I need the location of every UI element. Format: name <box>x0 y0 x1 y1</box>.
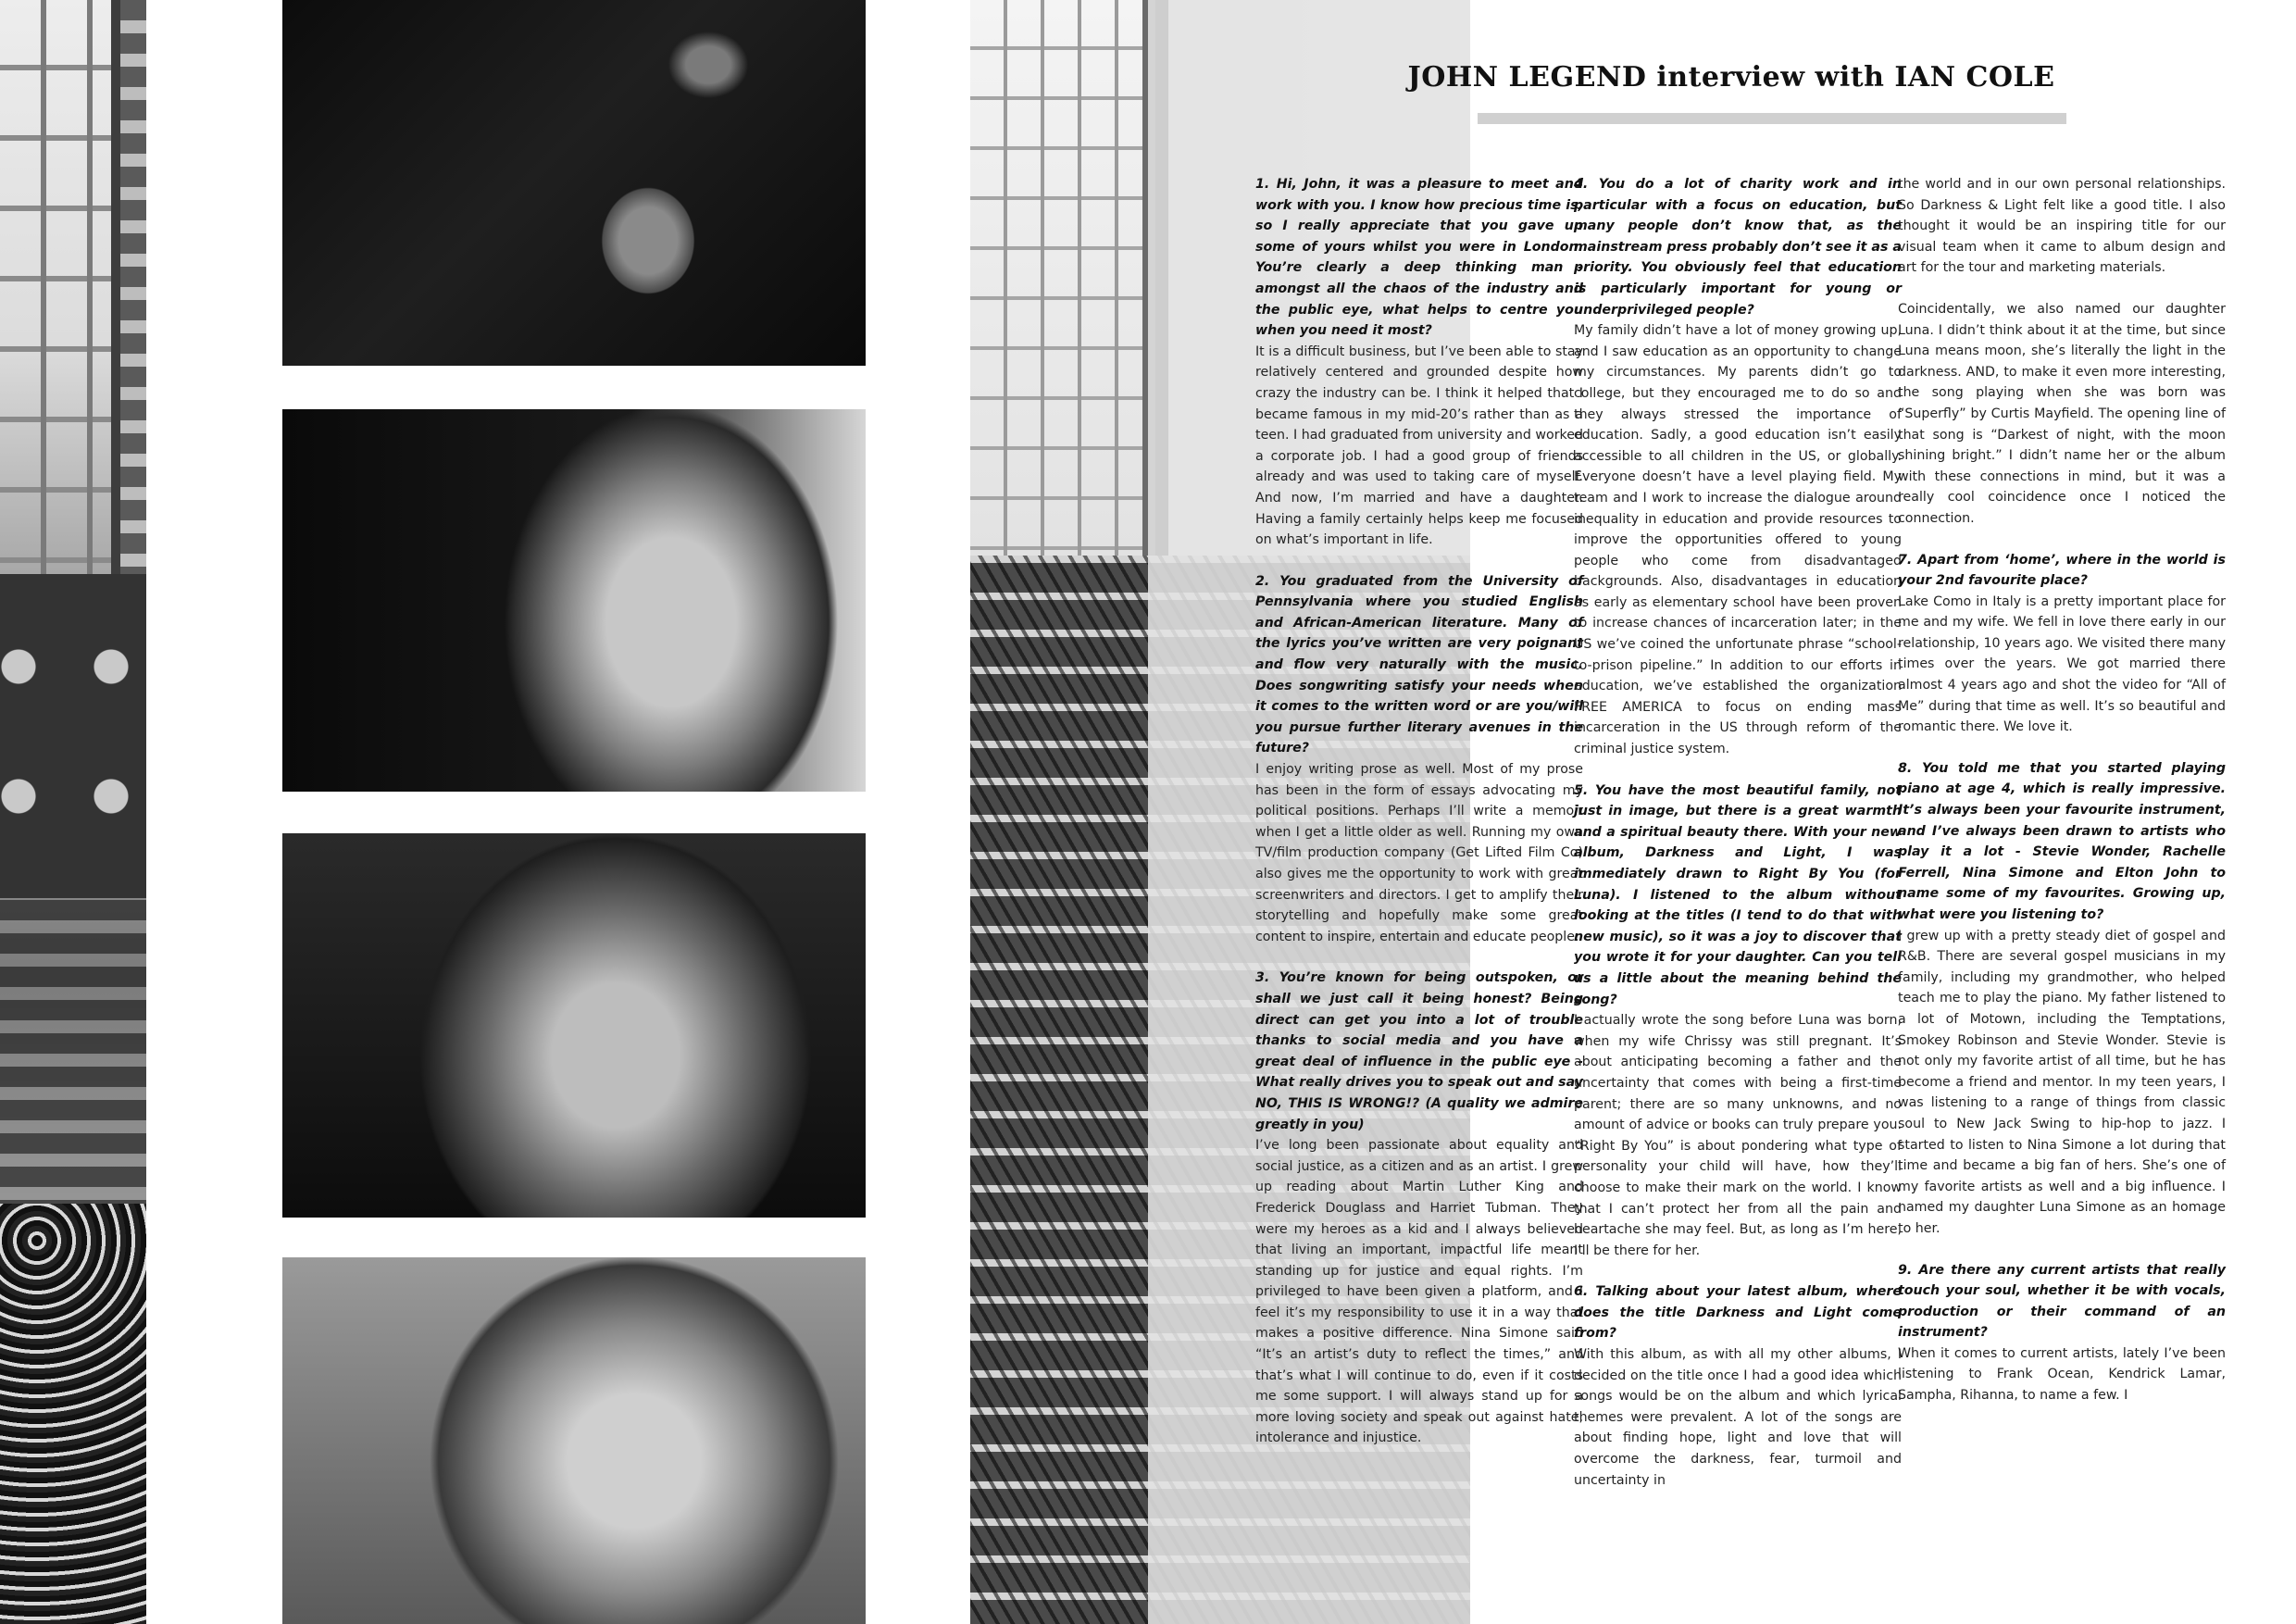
answer-6-continued-2: Coincidentally, we also named our daughter Luna. I didn’t think about it at the time, but since Luna means moon, she’s literally the light in the darkness. AND, to make it even more interesting, the song playing when she was born was “Superfly” by Curtis Mayfield. The opening line of that song is “Darkest of night, with the moon shining bright.” I didn’t name her or the album with these connections in mind, but it was a really cool coincidence once I noticed the connection. <box>1898 301 2226 526</box>
staircase-window <box>970 0 1155 556</box>
answer-4: My family didn’t have a lot of money growing up, and I saw education as an opportunity to change my circumstances. My parents didn’t go to college, but they encouraged me to do so and they always stressed the importance of education. Sadly, a good education isn’t easily accessible to all children in the US, or globally. Everyone doesn’t have a level playing field. My team and I work to increase the dialogue around inequality in education and provide resources to improve the opportunities offered to young people who come from disadvantaged backgrounds. Also, disadvantages in education as early as elementary school have been proven to increase chances of incarceration later; in the US we’ve coined the unfortunate phrase “school-to-prison pipeline.” In addition to our efforts in education, we’ve established the organization FREE AMERICA to focus on ending mass incarceration in the US through reform of the criminal justice system. <box>1574 323 1902 757</box>
answer-6: With this album, as with all my other albums, I decided on the title once I had a good idea which songs would be on the album and which lyrical themes were prevalent. A lot of the songs are about finding hope, light and love that will overcome the darkness, fear, turmoil and uncertainty in <box>1574 1347 1902 1488</box>
answer-5: I actually wrote the song before Luna was born, when my wife Chrissy was still pregnant. It’s about anticipating becoming a father and the uncertainty that comes with being a first-time parent; there are so many unknowns, and no amount of advice or books can truly prepare you. “Right By You” is about pondering what type of personality your child will have, how they’ll choose to make their mark on the world. I know that I can’t protect her from all the pain and heartache she may feel. But, as long as I’m here, I’ll be there for her. <box>1574 1013 1902 1258</box>
question-7: 7. Apart from ‘home’, where in the world is your 2nd favourite place? <box>1898 552 2226 589</box>
portrait-photo-piano <box>282 0 866 366</box>
text-column-2 <box>1574 174 1902 1600</box>
question-3: 3. You’re known for being outspoken, or shall we just call it being honest? Being direct can get you into a lot of trouble thanks to social media and you have a great deal of influence in the public eye - What really drives you to speak out and say NO, THIS IS WRONG!? (A quality we admire greatly in you) <box>1255 970 1583 1132</box>
portrait-photo-profile <box>282 409 866 792</box>
question-1: 1. Hi, John, it was a pleasure to meet and work with you. I know how precious time is, so I really appreciate that you gave up some of yours whilst you were in London. You’re clearly a deep thinking man - amongst all the chaos of the industry and the public eye, what helps to centre you when you need it most? <box>1255 177 1583 339</box>
portrait-photo-closeup <box>282 833 866 1218</box>
answer-3: I’ve long been passionate about equality and social justice, as a citizen and as an artist. I grew up reading about Martin Luther King and Frederick Douglass and Harriet Tubman. They were my heroes as a kid and I always believed that living an important, impactful life meant standing up for justice and equal rights. I’m privileged to have been given a platform, and I feel it’s my responsibility to use it in a way that makes a positive difference. Nina Simone said “It’s an artist’s duty to reflect the times,” and that’s what I will continue to do, even if it costs me some support. I will always stand up for a more loving society and speak out against hate, intolerance and injustice. <box>1255 1138 1583 1446</box>
question-2: 2. You graduated from the University of Pennsylvania where you studied English and African-American literature. Many of the lyrics you’ve written are very poignant and flow very naturally with the music. Does songwriting satisfy your needs when it comes to the written word or are you/will you pursue further literary avenues in the future? <box>1255 573 1583 756</box>
question-8: 8. You told me that you started playing piano at age 4, which is really impressive. It’s always been your favourite instrument, and I’ve always been drawn to artists who play it a lot - Stevie Wonder, Rachelle Ferrell, Nina Simone and Elton John to name some of my favourites. Growing up, what were you listening to? <box>1898 760 2226 922</box>
patterned-stair-carpet <box>0 1204 146 1624</box>
page-title: JOHN LEGEND interview with IAN COLE <box>1407 61 2055 94</box>
answer-9: When it comes to current artists, lately I’ve been listening to Frank Ocean, Kendrick Lamar, Sampha, Rihanna, to name a few. I <box>1898 1345 2226 1404</box>
title-underline-bar <box>1478 113 2066 124</box>
answer-7: Lake Como in Italy is a pretty important place for me and my wife. We fell in love there early in our relationship, 10 years ago. We visited there many times over the years. We got married there almost 4 years ago and shot the video for “All of Me” during that time as well. It’s so beautiful and romantic there. We love it. <box>1898 593 2226 735</box>
question-9: 9. Are there any current artists that really touch your soul, whether it be with vocals, production or their command of an instrument? <box>1898 1262 2226 1341</box>
portrait-photo-smiling <box>282 1257 866 1624</box>
question-5: 5. You have the most beautiful family, not just in image, but there is a great warmth and a spiritual beauty there. With your new album, Darkness and Light, I was immediately drawn to Right By You (for Luna). I listened to the album without looking at the titles (I tend to do that with new music), so it was a joy to discover that you wrote it for your daughter. Can you tell us a little about the meaning behind the song? <box>1574 782 1902 1007</box>
text-column-1 <box>1255 174 1583 1600</box>
interior-photo-left <box>0 0 146 1624</box>
answer-6-continued: the world and in our own personal relationships. So Darkness & Light felt like a good title. I also thought it would be an inspiring title for our visual team when it came to album design and art for the tour and marketing materials. <box>1898 177 2226 276</box>
interior-window <box>0 0 120 574</box>
text-column-3 <box>1898 174 2226 1600</box>
answer-2: I enjoy writing prose as well. Most of my prose has been in the form of essays advocating my political positions. Perhaps I’ll write a memoir when I get a little older as well. Running my own TV/film production company (Get Lifted Film Co) also gives me the opportunity to work with great screenwriters and directors. I get to amplify their storytelling and hopefully make some great content to inspire, entertain and educate people. <box>1255 762 1583 944</box>
question-4: 4. You do a lot of charity work and in particular with a focus on education, but many people don’t know that, as the mainstream press probably don’t see it as a priority. You obviously feel that education is particularly important for young or underprivileged people? <box>1574 177 1902 318</box>
question-6: 6. Talking about your latest album, where does the title Darkness and Light come from? <box>1574 1284 1902 1342</box>
patterned-wall <box>0 574 146 898</box>
answer-1: It is a difficult business, but I’ve been able to stay relatively centered and grounded despite how crazy the industry can be. I think it helped that I became famous in my mid-20’s rather than as a teen. I had graduated from university and worked a corporate job. I had a good group of friends already and was used to taking care of myself. And now, I’m married and have a daughter. Having a family certainly helps keep me focused on what’s important in life. <box>1255 344 1583 548</box>
answer-8: I grew up with a pretty steady diet of gospel and R&B. There are several gospel musicians in my family, including my grandmother, who helped teach me to play the piano. My father listened to a lot of Motown, including the Temptations, Smokey Robinson and Stevie Wonder. Stevie is not only my favorite artist of all time, but he has become a friend and mentor. In my teen years, I was listening to a range of things from classic soul to New Jack Swing to hip-hop to jazz. I started to listen to Nina Simone a lot during that time and became a big fan of hers. She’s one of my favorite artists as well and a big influence. I named my daughter Luna Simone as an homage to her. <box>1898 928 2226 1236</box>
